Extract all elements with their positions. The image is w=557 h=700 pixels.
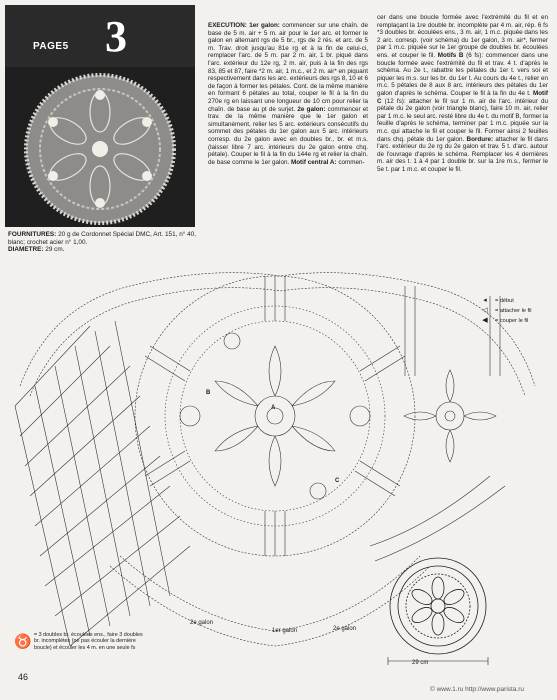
scale-label: 29 cm [412,660,429,666]
doily-photo [5,67,195,227]
supplies-block [8,231,196,254]
motif-c-lead: Motif C [377,89,549,105]
crochet-diagram [10,266,545,686]
galon2-lead: 2e galon: [297,105,326,113]
start-arrow-icon: ◂ [483,297,487,304]
border-lead: Bordure: [466,135,494,143]
legend-start-label: = début [495,298,514,304]
label-motif-b: B [206,390,211,396]
label-galon-1: 1er galon [272,628,298,634]
attach-thread-icon: ◁ [482,307,488,314]
legend [478,296,550,326]
legend-start [478,296,550,306]
label-galon-2-right: 2e galon [333,626,357,632]
supplies-title: FOURNITURES: [8,231,57,238]
legend-attach [478,306,550,316]
footnote-text: = 3 doubles br. écoulées ens., faire 3 doubles br. incomplètes (ne pas écouler la dernière boucle) et écouler les 4 m. en une seule fs [34,632,143,651]
motif-b-text: (6 fs): commencer dans une boucle formée avec l'extrémité du fil et trav. 4 t. d'après le schéma. Au 2e t., rabattre les pétales du 1er t. vers soi et piquer les m.s. sur les br. du 1er t. Au cours du 4e t., relier en m.c. 5 pétales de 8 aux 8 arc. intérieurs des pétales du 1er galon d'après le schéma. Couper le fil à la fin du 4e t. [377,51,549,97]
motif-c-text: (12 fs): attacher le fil sur 1 m. air de l'arc. intérieur du pétale du 2e galon (voir triangle blanc), faire 10 m. air, relier par 1 m.c. le seul arc. resté libre du 4e t. du motif B, former la feuille d'après le schéma, terminer par 1 m.c. piquée sur la m.c. qui attache le fil et couper le fil. Former ainsi 2 feuilles dans chq. pétale du 1er galon. [377,97,549,143]
instructions-column-2 [377,14,548,173]
border-text: attacher le fil dans l'arc. extérieur du 2e rg du 2e galon et trav. 5 t. d'arc. autour de l'ouvrage d'après le schéma. Remplacer les 4 dernières m. air des t. 1 à 4 par 1 double br. sur la 1re m.s., fermer le 5e t. par 1 m.c. et couper le fil. [377,135,549,173]
legend-cut [478,316,550,326]
cluster-stitch-icon: ♉ [14,633,32,649]
motif-a-text: commen- [338,158,365,166]
header-box [5,5,195,67]
page-label: PAGE5 [33,41,69,52]
label-galon-2-left: 2e galon [190,620,214,626]
pattern-number: 3 [105,12,127,61]
execution-lead: EXECUTION: 1er galon: [208,22,280,29]
doily-photo-drawing [5,67,195,227]
watermark: © www.1.ru http://www.parista.ru [430,686,525,693]
supplies-text: 20 g de Cordonnet Spécial DMC, Art. 151, n° 40, blanc; crochet acier n° 1,00. [8,231,196,246]
label-motif-a: A [271,405,276,411]
execution-text: commencer sur une chaîn. de base de 5 m. air + 5 m. air pour le 1er arc. et former le galon en alternant rgs de 5 br., rgs de 2 rés. et arc. de 5 m. Trav. droit jusqu'au 81e rg et à la fin de celui-ci, remplacer l'arc. de 5 m. par 2 m. air, 1 br. piqué dans l'arc. extérieur du 12e rg, 2 m. air, puis à la fin des rgs 83, 85 et 87, faire *2 m. air, 1 m.c., et 2 m. air* en piquant respectivement dans les arc. extérieurs des rgs 8, 10 et 6 de façon à former les pétales. Cont. de la même manière en formant 6 pétales au total, couper le fil à la fin du 270e rg en laissant une longueur de 10 cm pour relier la chaîn. de base au pt de surjet. [208,22,368,113]
instructions-column-1 [208,22,368,166]
page-number: 46 [18,672,29,682]
motif-b-lead: Motifs B [437,51,464,59]
motif-a-lead: Motif central A: [290,158,337,166]
label-motif-c: C [335,478,340,484]
legend-attach-label: = attacher le fil [495,308,532,314]
stitch-footnote [14,632,144,652]
diameter-label: DIAMETRE: [8,246,44,254]
diameter-value: 29 cm. [45,246,65,254]
legend-cut-label: = couper le fil [495,318,529,324]
cut-thread-icon: ◀ [482,317,488,324]
galon2-text: commencer et trav. de la même manière que le 1er galon et simultanément, relier les 5 arc. extérieurs consécutifs du sommet des pétales du 1er galon aux 5 arc. intérieurs corresp. du 2e galon avec en doubles br., br. et m.s. (laisser libre 7 arc. intérieurs du 2e galon entre chq. pétale). Couper le fil à la fin du 144e rg et relier la chaîn. de base comme le 1er galon. [208,105,368,166]
motif-a-continued: cer dans une boucle formée avec l'extrémité du fil et en remplaçant la 1re double br. incomplète par 4 m. air, rép. 6 fs *3 doubles br. écoulées ens., 3 m. air, 1 m.c. piquée dans les 2 arc. corresp. (voir schéma) du 1er galon, 3 m. air*, fermer par 1 m.c. piquée sur le 1er groupe de doubles br. écoulées ens. et couper le fil. [377,14,548,59]
